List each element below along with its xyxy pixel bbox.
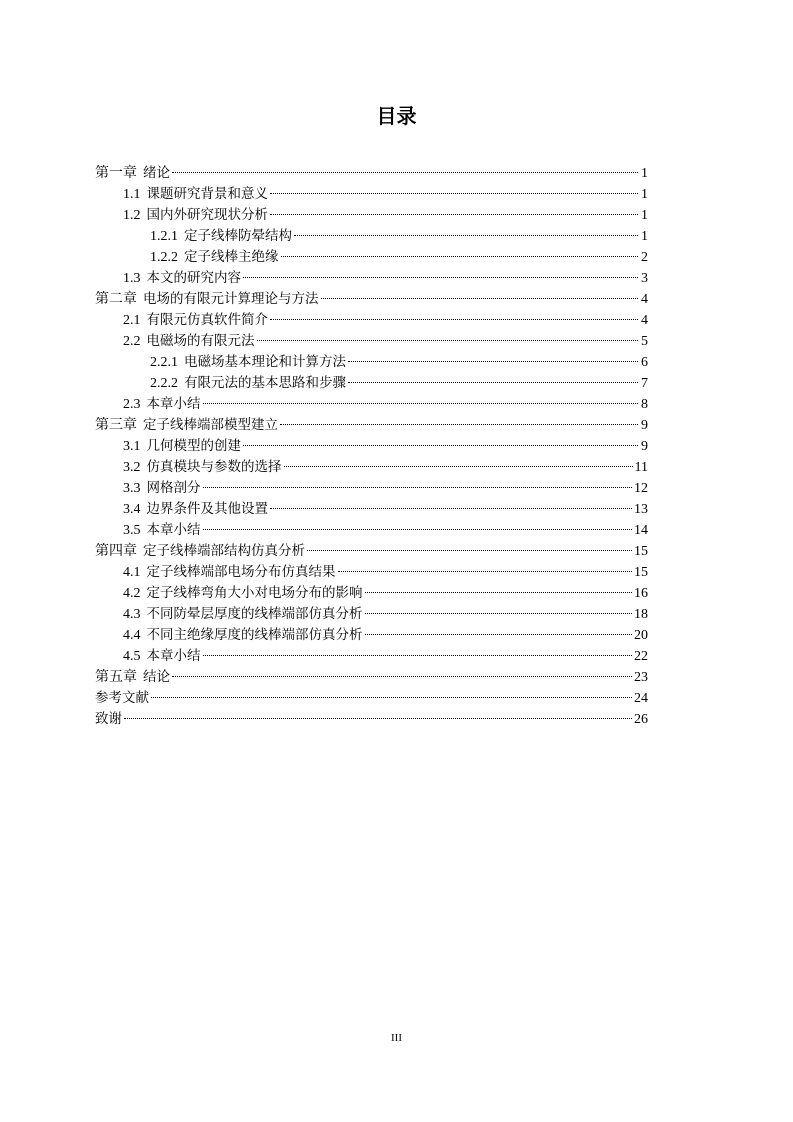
- toc-entry-number: 4.5: [123, 649, 141, 664]
- toc-dot-leader: [321, 298, 639, 299]
- toc-dot-leader: [280, 424, 638, 425]
- toc-dot-leader: [203, 487, 633, 488]
- toc-entry-title: 有限元仿真软件简介: [146, 312, 268, 328]
- toc-dot-leader: [203, 403, 639, 404]
- toc-entry[interactable]: [95, 415, 648, 436]
- toc-entry-title: 边界条件及其他设置: [146, 501, 268, 517]
- toc-entry-number: 3.2: [123, 460, 141, 475]
- toc-entry-number: 2.1: [123, 313, 141, 328]
- toc-entry[interactable]: [95, 562, 648, 583]
- toc-entry-page: 6: [641, 355, 648, 370]
- toc-entry-title: 定子线棒防晕结构: [184, 228, 292, 244]
- toc-dot-leader: [348, 361, 638, 362]
- toc-entry[interactable]: [95, 184, 648, 205]
- toc-entry-number: 4.4: [123, 628, 141, 643]
- toc-entry-page: 24: [634, 691, 648, 706]
- toc-entry-title: 本章小结: [146, 648, 201, 664]
- toc-entry-number: 第三章: [95, 418, 137, 433]
- toc-entry-title: 本章小结: [146, 522, 201, 538]
- toc-entry-number: 4.2: [123, 586, 141, 601]
- toc-entry-title: 本文的研究内容: [146, 270, 241, 286]
- toc-entry-number: 4.1: [123, 565, 141, 580]
- toc-entry-number: 2.3: [123, 397, 141, 412]
- toc-dot-leader: [203, 529, 633, 530]
- toc-entry-number: 2.2: [123, 334, 141, 349]
- toc-entry-title: 仿真模块与参数的选择: [146, 459, 282, 475]
- toc-entry-title: 电场的有限元计算理论与方法: [143, 291, 319, 307]
- toc-entry-number: 3.3: [123, 481, 141, 496]
- toc-dot-leader: [243, 445, 638, 446]
- toc-entry-title: 致谢: [95, 711, 122, 727]
- toc-entry[interactable]: [95, 436, 648, 457]
- toc-entry-page: 8: [641, 397, 648, 412]
- toc-entry[interactable]: [95, 352, 648, 373]
- toc-entry-number: 第五章: [95, 670, 137, 685]
- toc-entry-title: 定子线棒弯角大小对电场分布的影响: [146, 585, 363, 601]
- toc-entry-page: 1: [641, 166, 648, 181]
- toc-entry[interactable]: [95, 205, 648, 226]
- toc-entry[interactable]: [95, 247, 648, 268]
- toc-entry-number: 第四章: [95, 544, 137, 559]
- toc-entry-number: 1.2: [123, 208, 141, 223]
- toc-entry-title: 定子线棒端部电场分布仿真结果: [146, 564, 336, 580]
- toc-entry[interactable]: [95, 289, 648, 310]
- toc-entry-page: 9: [641, 418, 648, 433]
- toc-entry[interactable]: [95, 394, 648, 415]
- toc-entry-number: 1.2.1: [150, 229, 178, 244]
- toc-dot-leader: [243, 277, 638, 278]
- toc-entry[interactable]: [95, 163, 648, 184]
- toc-entry[interactable]: [95, 373, 648, 394]
- toc-dot-leader: [257, 340, 639, 341]
- toc-entry-page: 1: [641, 229, 648, 244]
- toc-entry-title: 定子线棒端部结构仿真分析: [143, 543, 305, 559]
- toc-dot-leader: [284, 466, 633, 467]
- toc-entry[interactable]: [95, 646, 648, 667]
- toc-entry[interactable]: [95, 499, 648, 520]
- toc-entry-title: 本章小结: [146, 396, 201, 412]
- toc-entry[interactable]: [95, 541, 648, 562]
- page-number: III: [391, 1032, 402, 1044]
- toc-entry[interactable]: [95, 667, 648, 688]
- toc-dot-leader: [365, 613, 633, 614]
- page-title: 目录: [376, 104, 417, 128]
- toc-entry-page: 1: [641, 208, 648, 223]
- toc-dot-leader: [270, 319, 638, 320]
- toc-entry-number: 3.5: [123, 523, 141, 538]
- toc-entry-number: 2.2.2: [150, 376, 178, 391]
- toc-entry-page: 16: [634, 586, 648, 601]
- toc-entry-title: 电磁场基本理论和计算方法: [184, 354, 346, 370]
- toc-entry-number: 3.4: [123, 502, 141, 517]
- toc-dot-leader: [365, 592, 633, 593]
- table-of-contents: [95, 163, 648, 730]
- toc-entry-title: 定子线棒端部模型建立: [143, 417, 278, 433]
- toc-entry-title: 定子线棒主绝缘: [184, 249, 279, 265]
- toc-entry-number: 第一章: [95, 166, 137, 181]
- toc-entry-page: 11: [634, 460, 648, 475]
- toc-entry-page: 15: [634, 565, 648, 580]
- toc-dot-leader: [172, 172, 638, 173]
- toc-entry-page: 9: [641, 439, 648, 454]
- toc-entry-page: 14: [634, 523, 648, 538]
- toc-entry-page: 3: [641, 271, 648, 286]
- toc-entry-page: 4: [641, 292, 648, 307]
- toc-entry-number: 1.1: [123, 187, 141, 202]
- toc-entry-number: 1.2.2: [150, 250, 178, 265]
- toc-dot-leader: [348, 382, 638, 383]
- toc-entry-title: 国内外研究现状分析: [146, 207, 268, 223]
- toc-entry-number: 2.2.1: [150, 355, 178, 370]
- toc-dot-leader: [203, 655, 633, 656]
- toc-entry-page: 26: [634, 712, 648, 727]
- toc-entry-page: 15: [634, 544, 648, 559]
- toc-entry-page: 4: [641, 313, 648, 328]
- toc-entry[interactable]: [95, 226, 648, 247]
- toc-entry-page: 20: [634, 628, 648, 643]
- toc-entry-number: 4.3: [123, 607, 141, 622]
- toc-dot-leader: [151, 697, 632, 698]
- toc-entry-title: 参考文献: [95, 690, 149, 706]
- toc-entry-title: 不同防晕层厚度的线棒端部仿真分析: [146, 606, 363, 622]
- toc-entry[interactable]: [95, 478, 648, 499]
- toc-entry-page: 12: [634, 481, 648, 496]
- toc-dot-leader: [124, 718, 632, 719]
- toc-entry[interactable]: [95, 604, 648, 625]
- toc-dot-leader: [307, 550, 632, 551]
- toc-dot-leader: [338, 571, 633, 572]
- toc-entry-title: 结论: [143, 669, 170, 685]
- toc-dot-leader: [270, 214, 638, 215]
- toc-dot-leader: [281, 256, 639, 257]
- toc-dot-leader: [365, 634, 633, 635]
- toc-entry-title: 有限元法的基本思路和步骤: [184, 375, 346, 391]
- toc-entry[interactable]: [95, 331, 648, 352]
- toc-entry-page: 22: [634, 649, 648, 664]
- toc-entry-number: 3.1: [123, 439, 141, 454]
- toc-entry-title: 几何模型的创建: [146, 438, 241, 454]
- toc-entry-title: 绪论: [143, 165, 170, 181]
- toc-entry-page: 1: [641, 187, 648, 202]
- toc-entry[interactable]: [95, 625, 648, 646]
- toc-dot-leader: [270, 508, 632, 509]
- toc-entry-title: 电磁场的有限元法: [146, 333, 255, 349]
- toc-entry-page: 23: [634, 670, 648, 685]
- toc-entry[interactable]: [95, 520, 648, 541]
- toc-dot-leader: [294, 235, 638, 236]
- toc-dot-leader: [270, 193, 638, 194]
- toc-entry-title: 网格剖分: [146, 480, 201, 496]
- toc-dot-leader: [172, 676, 632, 677]
- toc-entry-number: 1.3: [123, 271, 141, 286]
- toc-entry-page: 13: [634, 502, 648, 517]
- toc-entry-number: 第二章: [95, 292, 137, 307]
- toc-entry[interactable]: [95, 709, 648, 730]
- toc-entry-page: 18: [634, 607, 648, 622]
- toc-entry-page: 5: [641, 334, 648, 349]
- toc-entry[interactable]: [95, 310, 648, 331]
- toc-entry-title: 不同主绝缘厚度的线棒端部仿真分析: [146, 627, 363, 643]
- toc-entry[interactable]: [95, 688, 648, 709]
- toc-entry[interactable]: [95, 457, 648, 478]
- toc-entry-title: 课题研究背景和意义: [146, 186, 268, 202]
- toc-entry[interactable]: [95, 583, 648, 604]
- toc-entry-page: 2: [641, 250, 648, 265]
- toc-entry-page: 7: [641, 376, 648, 391]
- toc-entry[interactable]: [95, 268, 648, 289]
